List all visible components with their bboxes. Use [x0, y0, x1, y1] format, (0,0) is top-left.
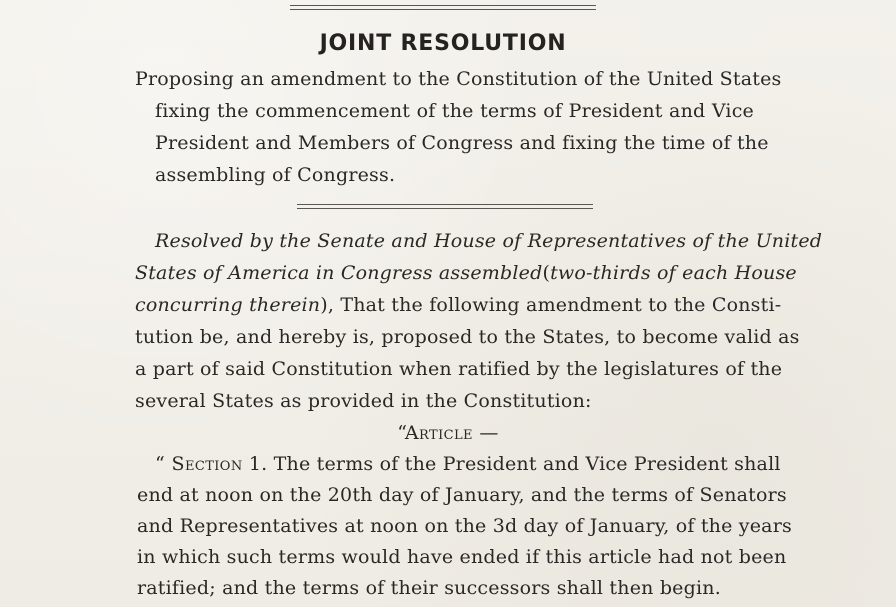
resolution-line-3-italic: concurring therein — [135, 294, 321, 316]
section-1-line-2: end at noon on the 20th day of January, and the terms of Senators — [137, 484, 787, 506]
resolution-line-3 — [135, 293, 781, 317]
section-label: “ Section — [155, 453, 243, 475]
resolution-line-2-paren-open: ( — [542, 262, 551, 284]
section-1-first-line-rest: 1. The terms of the President and Vice President shall — [242, 453, 781, 475]
middle-double-rule — [297, 204, 593, 209]
section-1-line-3: and Representatives at noon on the 3d day of January, of the years — [137, 515, 792, 537]
preamble-line-1: Proposing an amendment to the Constitution of the United States — [135, 68, 782, 90]
section-1-line-5: ratified; and the terms of their successors shall then begin. — [137, 577, 721, 599]
resolution-line-1: Resolved by the Senate and House of Representatives of the United — [155, 230, 823, 252]
resolution-line-4: tution be, and hereby is, proposed to the States, to become valid as — [135, 326, 800, 348]
top-double-rule — [290, 5, 596, 10]
resolution-line-2 — [135, 261, 797, 285]
section-1-first-line — [155, 452, 781, 476]
page-title: JOINT RESOLUTION — [319, 31, 567, 56]
resolution-line-6: several States as provided in the Constitution: — [135, 390, 592, 412]
preamble-line-3: President and Members of Congress and fixing the time of the — [155, 132, 769, 154]
resolution-line-2-italic-b: two-thirds of each House — [550, 262, 797, 284]
article-heading: “Article — — [397, 422, 499, 444]
preamble-line-2: fixing the commencement of the terms of President and Vice — [155, 100, 754, 122]
section-1-line-4: in which such terms would have ended if this article had not been — [137, 546, 787, 568]
preamble-line-4: assembling of Congress. — [155, 164, 396, 186]
resolution-line-3-rest: ), That the following amendment to the Consti- — [320, 294, 782, 316]
resolution-line-2-italic-a: States of America in Congress assembled — [135, 262, 543, 284]
resolution-line-5: a part of said Constitution when ratified by the legislatures of the — [135, 358, 783, 380]
